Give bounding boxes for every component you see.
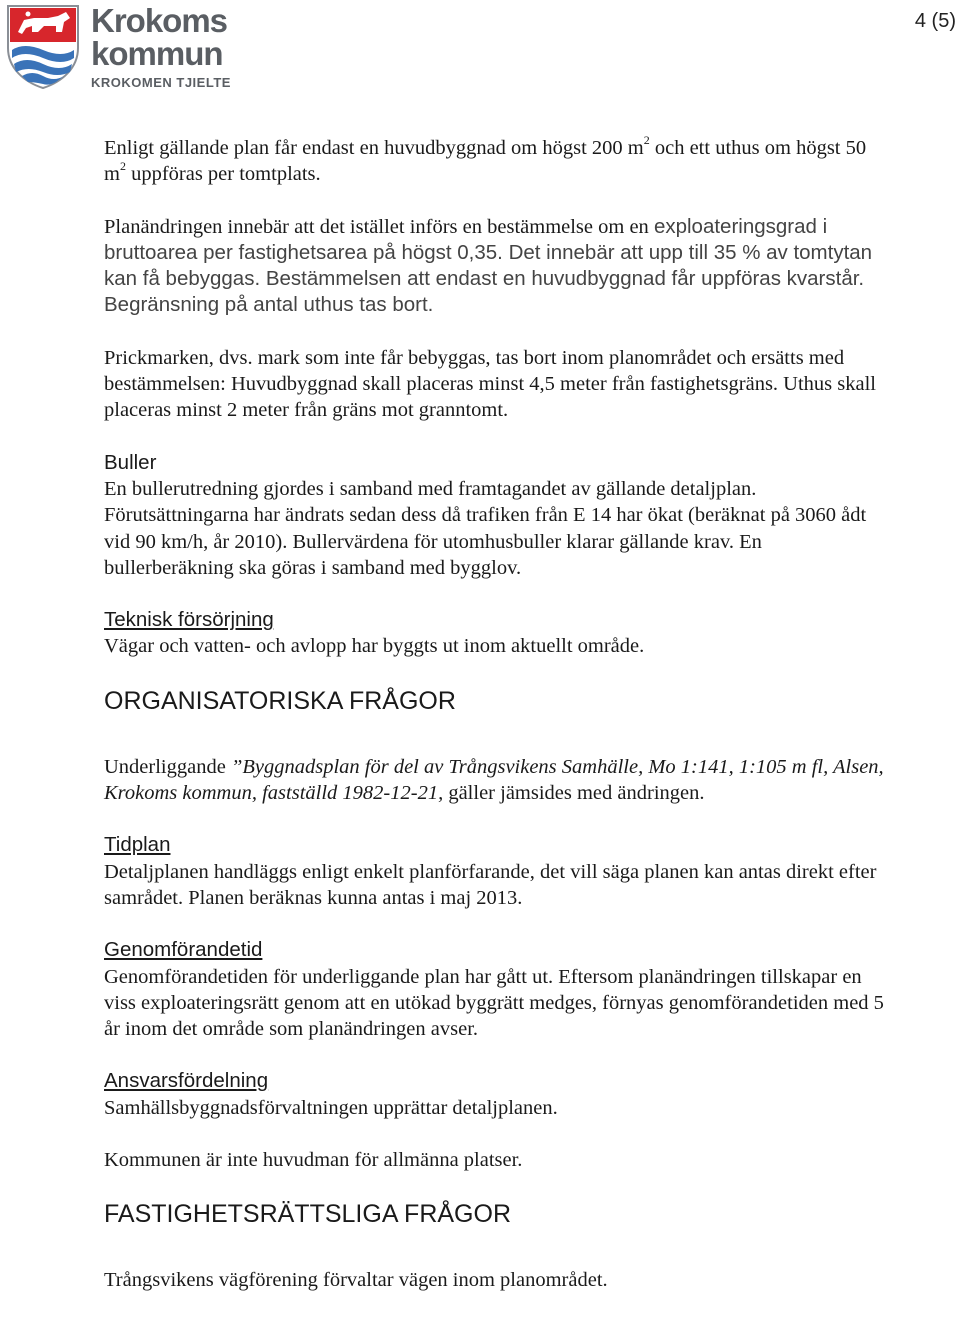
section-title-genomforandetid: Genomförandetid (104, 938, 263, 962)
logo-wordmark (91, 4, 231, 90)
paragraph-huvudman: Kommunen är inte huvudman för allmänna platser. (104, 1149, 523, 1172)
section-title-tidplan: Tidplan (104, 833, 171, 857)
paragraph-genomforandetid: Genomförandetiden för underliggande plan har gått ut. Eftersom planändringen tillskapar en viss exploateringsrätt genom att en utökad byggrätt medges, förnyas genomförandetiden med 5 år inom det område som planändringen avser. (104, 965, 884, 1041)
paragraph-buller: En bullerutredning gjordes i samband med framtagandet av gällande detaljplan. Förutsättningarna har ändrats sedan dess då trafiken från E 14 har ökat (beräknat på 3060 ådt vid 90 km/h, år 2010). Bullervärdena för utomhusbuller klarar gällande krav. En bullerberäkning ska göras i samband med bygglov. (104, 477, 867, 579)
paragraph-plan-change (104, 214, 884, 319)
paragraph-tidplan: Detaljplanen handläggs enligt enkelt planförfarande, det vill säga planen kan antas direkt efter samrådet. Planen beräknas kunna antas i maj 2013. (104, 860, 877, 909)
plan-reference-italic: ”Byggnadsplan för del av Trångsvikens Samhälle, Mo 1:141, 1:105 m fl, Alsen, Krokoms kommun, fastställd 1982-12-21, (104, 755, 884, 805)
text-segment: Underliggande (104, 755, 231, 778)
document-body (104, 135, 884, 1320)
section-title-buller: Buller (104, 450, 157, 474)
paragraph-vagforening: Trångsvikens vägförening förvaltar vägen inom planområdet. (104, 1269, 608, 1292)
coat-of-arms-icon (4, 2, 82, 90)
logo-line-3: KROKOMEN TJIELTE (91, 75, 231, 90)
text-segment: uppföras per tomtplats. (125, 163, 321, 186)
paragraph-plan-current (104, 135, 884, 188)
superscript: 2 (643, 133, 650, 148)
paragraph-underliggande (104, 754, 884, 807)
paragraph-prickmark: Prickmarken, dvs. mark som inte får bebyggas, tas bort inom planområdet och ersätts med bestämmelsen: Huvudbyggnad skall placeras minst 4,5 meter från fastighetsgräns. Uthus skall placeras minst 2 meter från gräns mot granntomt. (104, 346, 876, 422)
logo-line-1: Krokoms (91, 2, 228, 39)
paragraph-ansvar: Samhällsbyggnadsförvaltningen upprättar detaljplanen. (104, 1096, 558, 1119)
logo-line-2: kommun (91, 35, 223, 72)
superscript: 2 (119, 159, 126, 174)
text-segment: gäller jämsides med ändringen. (443, 782, 705, 805)
page-number: 4 (5) (914, 10, 956, 32)
municipality-logo (4, 2, 234, 92)
text-segment: Planändringen innebär att det istället införs en bestämmelse om en (104, 215, 649, 238)
text-segment: Enligt gällande plan får endast en huvudbyggnad om högst 200 m (104, 137, 644, 159)
heading-fastighetsrattsliga: FASTIGHETSRÄTTSLIGA FRÅGOR (104, 1200, 512, 1229)
heading-organisatoriska: ORGANISATORISKA FRÅGOR (104, 686, 456, 715)
section-title-ansvar: Ansvarsfördelning (104, 1069, 269, 1093)
paragraph-teknisk: Vägar och vatten- och avlopp har byggts ut inom aktuellt område. (104, 635, 645, 658)
text-segment: och ett uthus om högst 50 m (104, 137, 867, 186)
text-segment-sans: exploateringsgrad i bruttoarea per fastighetsarea på högst 0,35. Det innebär att upp till 35 % av tomtytan kan få bebyggas. Bestämmelsen att endast en huvudbyggnad får uppföras kvarstår. Begränsning på antal uthus tas bort. (104, 214, 873, 317)
section-title-teknisk: Teknisk försörjning (104, 608, 274, 632)
